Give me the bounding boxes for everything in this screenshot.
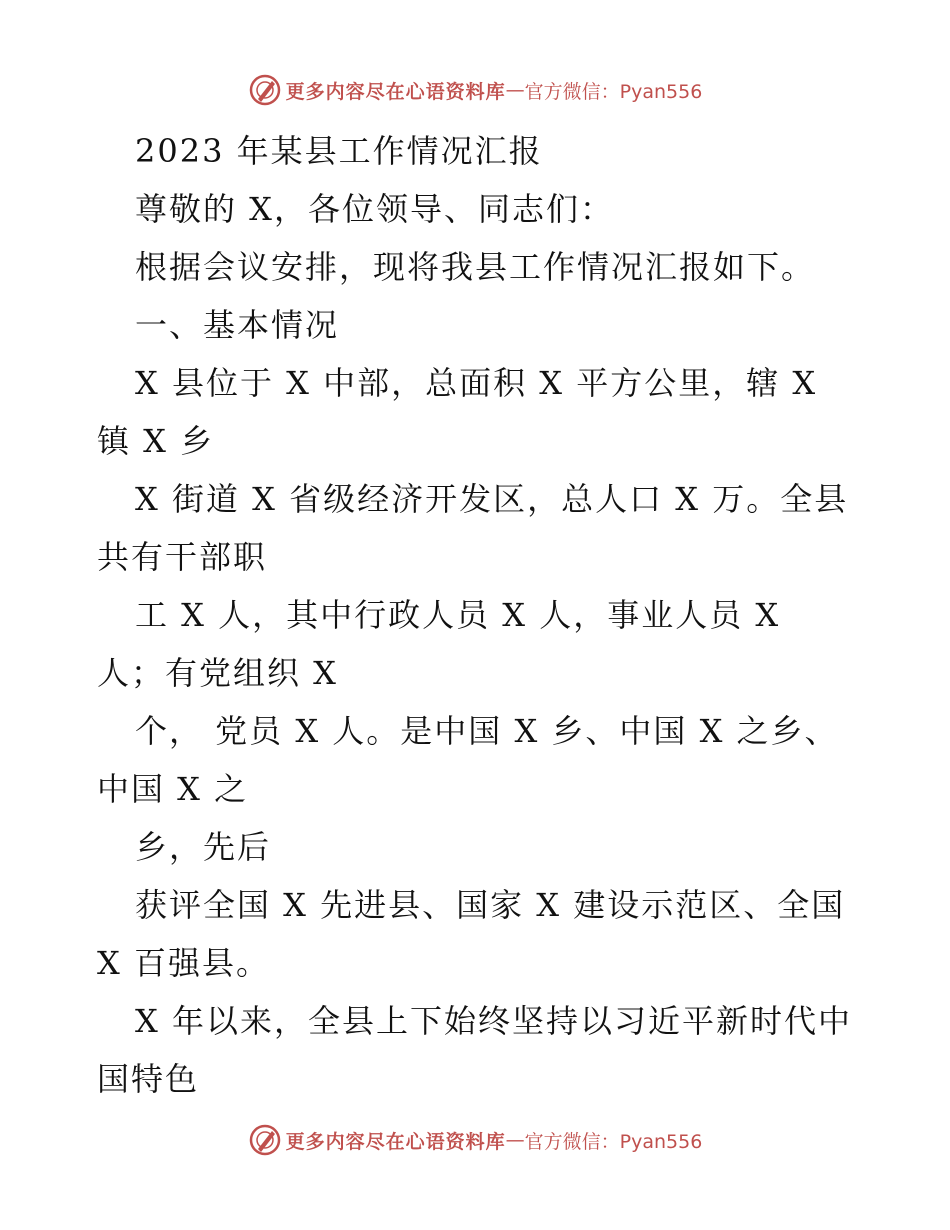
document-line: 2023 年某县工作情况汇报 [135,132,543,170]
document-body [97,122,867,1108]
document-line: 人；有党组织 X [97,654,338,692]
document-line: X 年以来，全县上下始终坚持以习近平新时代中 [135,1002,852,1040]
document-line: 个， 党员 X 人。是中国 X 乡、中国 X 之乡、 [135,712,839,750]
banner-sub-text: 官方微信：Pyan556 [524,1130,703,1153]
document-line: 共有干部职 [97,538,268,576]
document-line: X 百强县。 [97,944,270,982]
document-line: 乡，先后 [135,828,272,866]
document-line: 中国 X 之 [97,770,249,808]
pen-logo-icon [248,73,282,107]
document-line: 获评全国 X 先进县、国家 X 建设示范区、全国 [135,886,846,924]
document-line: 国特色 [97,1060,200,1098]
banner-separator: — [505,1129,525,1151]
document-line: 根据会议安排，现将我县工作情况汇报如下。 [135,248,816,286]
document-line: X 县位于 X 中部，总面积 X 平方公里，辖 X [135,364,818,402]
banner-main-text: 更多内容尽在心语资料库 [285,1130,506,1153]
banner-sub-text: 官方微信：Pyan556 [524,80,703,103]
watermark-banner-top [0,70,950,110]
banner-separator: — [505,79,525,101]
document-line: 工 X 人，其中行政人员 X 人，事业人员 X [135,596,781,634]
document-line: 一、基本情况 [135,306,340,344]
watermark-banner-bottom [0,1120,950,1160]
document-line: 尊敬的 X，各位领导、同志们： [135,190,614,228]
document-line: 镇 X 乡 [97,422,215,460]
document-line: X 街道 X 省级经济开发区，总人口 X 万。全县 [135,480,849,518]
pen-logo-icon [248,1123,282,1157]
banner-main-text: 更多内容尽在心语资料库 [285,80,506,103]
